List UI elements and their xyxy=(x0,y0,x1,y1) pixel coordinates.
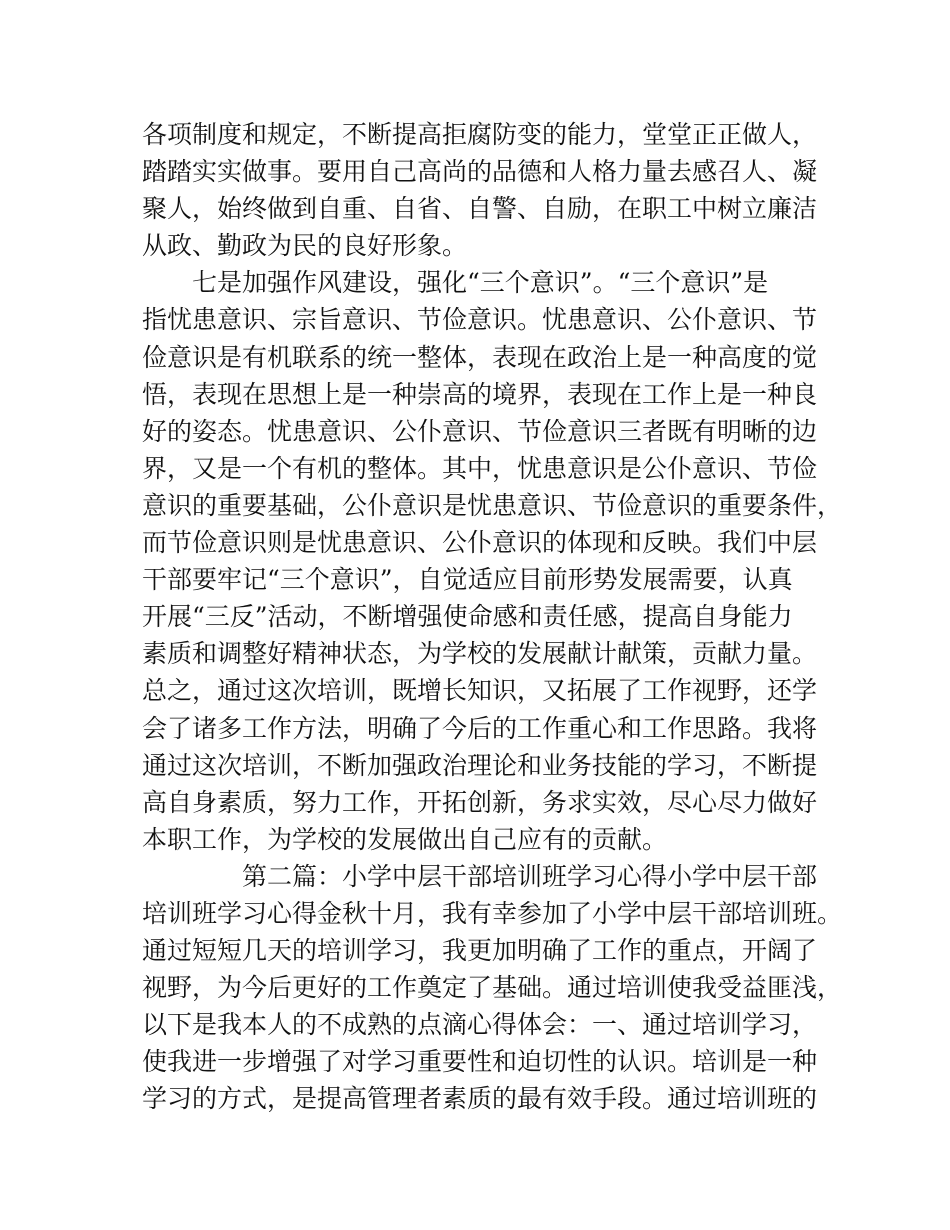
text-line: 素质和调整好精神状态，为学校的发展献计献策，贡献力量。 xyxy=(142,639,818,669)
text-line: 从政、勤政为民的良好形象。 xyxy=(142,231,468,261)
text-line: 本职工作，为学校的发展做出自己应有的贡献。 xyxy=(142,824,668,854)
text-line: 界，又是一个有机的整体。其中，忧患意识是公仆意识、节俭 xyxy=(142,453,818,483)
document-body xyxy=(142,116,843,1118)
text-line: 高自身素质，努力工作，开拓创新，务求实效，尽心尽力做好 xyxy=(142,787,818,817)
text-line: 各项制度和规定，不断提高拒腐防变的能力，堂堂正正做人， xyxy=(142,120,818,149)
text-line: 开展“三反”活动，不断增强使命感和责任感，提高自身能力 xyxy=(142,602,793,632)
text-line: 使我进一步增强了对学习重要性和迫切性的认识。培训是一种 xyxy=(142,1047,818,1077)
text-line: 悟，表现在思想上是一种崇高的境界，表现在工作上是一种良 xyxy=(142,379,818,409)
text-line: 总之，通过这次培训，既增长知识，又拓展了工作视野，还学 xyxy=(142,676,818,706)
text-line: 通过短短几天的培训学习，我更加明确了工作的重点，开阔了 xyxy=(142,936,818,966)
text-line: 学习的方式，是提高管理者素质的最有效手段。通过培训班的 xyxy=(142,1084,818,1114)
text-line: 培训班学习心得金秋十月，我有幸参加了小学中层干部培训班。 xyxy=(142,898,843,928)
text-line: 指忧患意识、宗旨意识、节俭意识。忧患意识、公仆意识、节 xyxy=(142,305,818,335)
text-line: 视野，为今后更好的工作奠定了基础。通过培训使我受益匪浅， xyxy=(142,973,843,1003)
text-line: 意识的重要基础，公仆意识是忧患意识、节俭意识的重要条件， xyxy=(142,490,843,520)
text-line: 而节俭意识则是忧患意识、公仆意识的体现和反映。我们中层 xyxy=(142,528,818,558)
text-line: 好的姿态。忧患意识、公仆意识、节俭意识三者既有明晰的边 xyxy=(142,416,818,446)
paragraph-start-line: 七是加强作风建设，强化“三个意识”。“三个意识”是 xyxy=(192,268,769,298)
text-line: 以下是我本人的不成熟的点滴心得体会：一、通过培训学习， xyxy=(142,1010,818,1040)
text-line: 通过这次培训，不断加强政治理论和业务技能的学习，不断提 xyxy=(142,750,818,780)
text-line: 聚人，始终做到自重、自省、自警、自励，在职工中树立廉洁 xyxy=(142,194,818,224)
text-line: 踏踏实实做事。要用自己高尚的品德和人格力量去感召人、凝 xyxy=(142,157,818,187)
section-heading-line: 第二篇：小学中层干部培训班学习心得小学中层干部 xyxy=(242,861,818,891)
text-line: 干部要牢记“三个意识”，自觉适应目前形势发展需要，认真 xyxy=(142,565,793,595)
text-line: 会了诸多工作方法，明确了今后的工作重心和工作思路。我将 xyxy=(142,713,818,743)
text-line: 俭意识是有机联系的统一整体，表现在政治上是一种高度的觉 xyxy=(142,342,818,372)
